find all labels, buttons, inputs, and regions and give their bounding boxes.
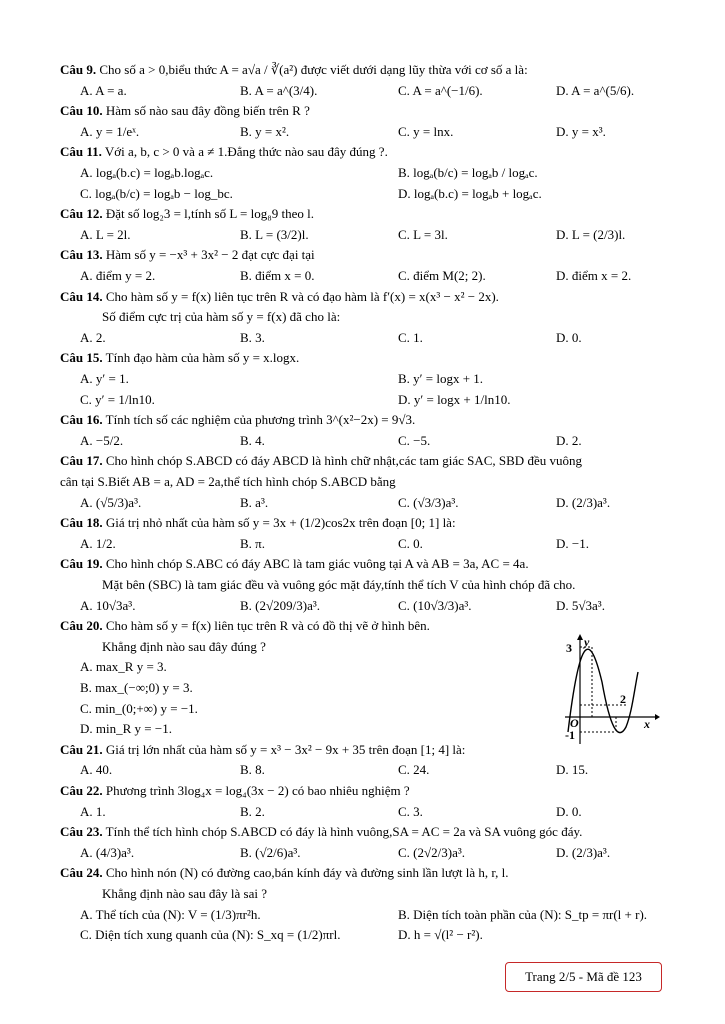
question-stem: [60, 410, 665, 430]
answer-option[interactable]: D. logₐ(b.c) = logₐb + logₐc.: [398, 185, 542, 201]
question-number: Câu 21.: [60, 741, 103, 757]
answer-option[interactable]: D. 0.: [556, 803, 582, 819]
answer-options-row: [60, 225, 665, 245]
answer-option[interactable]: C. (√3/3)a³.: [398, 494, 459, 510]
question-text: Giá trị lớn nhất của hàm số y = x³ − 3x² − 9x + 35 trên đoạn [1; 4] là:: [105, 741, 466, 757]
question-text: Phương trình 3log₄x = log₄(3x − 2) có bao nhiêu nghiệm ?: [105, 783, 410, 798]
answer-option[interactable]: C. −5.: [398, 432, 431, 448]
answer-options-row: [60, 905, 665, 925]
question-continuation: cân tại S.Biết AB = a, AD = 2a,thể tích hình chóp S.ABCD bằng: [60, 474, 396, 489]
question-number: Câu 24.: [60, 865, 103, 881]
answer-option[interactable]: C. (2√2/3)a³.: [398, 844, 465, 860]
question-text: Cho hàm số y = f(x) liên tục trên R và có đạo hàm là f′(x) = x(x³ − x² − 2x).: [105, 288, 499, 304]
answer-option[interactable]: B. 4.: [240, 432, 265, 448]
answer-option[interactable]: B. L = (3/2)l.: [240, 226, 309, 242]
question-stem: [60, 554, 665, 574]
answer-option[interactable]: D. A = a^(5/6).: [556, 82, 635, 98]
question-number: Câu 13.: [60, 247, 103, 263]
answer-option[interactable]: A. −5/2.: [80, 432, 124, 448]
question-stem: [60, 101, 665, 121]
graph-tick-2: 2: [620, 692, 626, 706]
answer-option[interactable]: B. logₐ(b/c) = logₐb / logₐc.: [398, 165, 538, 180]
question-continuation: Mặt bên (SBC) là tam giác đều và vuông góc mặt đáy,tính thể tích V của hình chóp đã cho.: [102, 577, 576, 592]
question-number: Câu 19.: [60, 556, 103, 572]
answer-options-row: [60, 493, 665, 513]
answer-option[interactable]: C. y = lnx.: [398, 123, 454, 139]
question-stem: [60, 60, 665, 80]
answer-option[interactable]: B. π.: [240, 535, 265, 551]
question-continuation: Khẳng định nào sau đây là sai ?: [102, 886, 267, 901]
answer-options-row: [60, 369, 665, 389]
answer-option[interactable]: C. 0.: [398, 535, 423, 551]
answer-option[interactable]: D. 15.: [556, 762, 589, 778]
answer-option[interactable]: D. L = (2/3)l.: [556, 226, 626, 242]
answer-options-row: [60, 925, 665, 945]
answer-option[interactable]: D. −1.: [556, 535, 589, 551]
answer-options-row: [60, 81, 665, 101]
question-stem: [60, 204, 665, 224]
answer-option[interactable]: D. 5√3a³.: [556, 597, 605, 613]
answer-option[interactable]: D. 0.: [556, 329, 582, 345]
question-number: Câu 10.: [60, 103, 103, 119]
question-number: Câu 20.: [60, 618, 103, 634]
page-footer: Trang 2/5 - Mã đề 123: [505, 962, 662, 992]
answer-option[interactable]: A. 1/2.: [80, 535, 116, 551]
answer-option[interactable]: C. (10√3/3)a³.: [398, 597, 472, 613]
question-number: Câu 18.: [60, 515, 103, 531]
answer-option[interactable]: D. 2.: [556, 432, 582, 448]
answer-option[interactable]: C. logₐ(b/c) = logₐb − log_bc.: [80, 185, 233, 201]
answer-option[interactable]: A. (√5/3)a³.: [80, 494, 142, 510]
question-text: Cho hình chóp S.ABC có đáy ABC là tam giác vuông tại A và AB = 3a, AC = 4a.: [105, 556, 529, 572]
answer-option[interactable]: A. logₐ(b.c) = logₐb.logₐc.: [80, 165, 214, 180]
answer-option[interactable]: D. h = √(l² − r²).: [398, 927, 483, 943]
question-continuation: Số điểm cực trị của hàm số y = f(x) đã cho là:: [102, 309, 341, 325]
graph-y-label: y: [584, 635, 590, 649]
answer-options-row: [60, 122, 665, 142]
question-text: Tính đạo hàm của hàm số y = x.logx.: [105, 350, 300, 366]
answer-options-row: [60, 596, 665, 616]
answer-option[interactable]: A. (4/3)a³.: [80, 844, 135, 860]
answer-option[interactable]: A. L = 2l.: [80, 226, 131, 242]
answer-option[interactable]: D. min_R y = −1.: [80, 721, 172, 737]
question-text: Giá trị nhỏ nhất của hàm số y = 3x + (1/2)cos2x trên đoạn [0; 1] là:: [105, 515, 456, 531]
answer-option[interactable]: D. điểm x = 2.: [556, 268, 632, 283]
answer-option[interactable]: B. điểm x = 0.: [240, 268, 315, 283]
answer-options-row: [60, 843, 665, 863]
question-stem: [60, 451, 665, 471]
question-text: Cho hình chóp S.ABCD có đáy ABCD là hình chữ nhật,các tam giác SAC, SBD đều vuông: [105, 453, 582, 469]
question-stem: [60, 287, 665, 307]
answer-option[interactable]: B. 2.: [240, 803, 265, 819]
answer-options-row: [60, 802, 665, 822]
answer-option[interactable]: D. y′ = logx + 1/ln10.: [398, 391, 511, 407]
answer-options-row: [60, 328, 665, 348]
question-number: Câu 14.: [60, 288, 103, 304]
graph-tick-3: 3: [566, 641, 572, 655]
answer-option[interactable]: A. 10√3a³.: [80, 597, 136, 613]
answer-option[interactable]: B. max_(−∞;0) y = 3.: [80, 680, 193, 695]
question-text: Cho hình nón (N) có đường cao,bán kính đáy và đường sinh lần lượt là h, r, l.: [105, 865, 509, 881]
question-continuation: Khẳng định nào sau đây đúng ?: [102, 638, 266, 654]
question-number: Câu 11.: [60, 144, 102, 160]
answer-option[interactable]: C. 1.: [398, 329, 423, 345]
answer-options-row: [60, 390, 665, 410]
question-number: Câu 23.: [60, 824, 103, 840]
question-text: Cho số a > 0,biểu thức A = a√a / ∛(a²) được viết dưới dạng lũy thừa với cơ số a là:: [99, 62, 528, 77]
answer-option[interactable]: A. điểm y = 2.: [80, 268, 156, 283]
answer-option[interactable]: B. 3.: [240, 329, 265, 345]
answer-option[interactable]: B. (2√209/3)a³.: [240, 597, 320, 613]
answer-option[interactable]: A. y = 1/eˣ.: [80, 123, 140, 139]
answer-option[interactable]: B. Diện tích toàn phần của (N): S_tp = πr(l + r).: [398, 906, 648, 922]
answer-option[interactable]: A. max_R y = 3.: [80, 659, 167, 675]
question-number: Câu 17.: [60, 453, 103, 469]
question-stem: [60, 863, 665, 883]
answer-options-row: [60, 184, 665, 204]
answer-options-row: [60, 431, 665, 451]
question-stem: [60, 513, 665, 533]
question-stem: [60, 348, 665, 368]
question-number: Câu 9.: [60, 62, 97, 77]
answer-option[interactable]: C. A = a^(−1/6).: [398, 82, 483, 98]
answer-option[interactable]: C. L = 3l.: [398, 226, 448, 242]
answer-option[interactable]: B. a³.: [240, 494, 269, 510]
question-text: Hàm số nào sau đây đồng biến trên R ?: [105, 103, 310, 119]
answer-options-row: [60, 266, 665, 286]
function-graph: [560, 632, 660, 747]
answer-option[interactable]: C. điểm M(2; 2).: [398, 268, 486, 283]
question-number: Câu 15.: [60, 350, 103, 366]
question-text: Đặt số log₂3 = l,tính số L = log₈9 theo l.: [105, 206, 315, 222]
answer-option[interactable]: D. (2/3)a³.: [556, 844, 611, 860]
answer-option[interactable]: C. min_(0;+∞) y = −1.: [80, 700, 198, 716]
question-text: Hàm số y = −x³ + 3x² − 2 đạt cực đại tại: [105, 247, 315, 263]
answer-option[interactable]: B. (√2/6)a³.: [240, 844, 301, 860]
answer-option[interactable]: C. 3.: [398, 803, 423, 819]
graph-origin-label: O: [570, 716, 579, 730]
answer-option[interactable]: C. y′ = 1/ln10.: [80, 391, 155, 407]
question-number: Câu 12.: [60, 206, 103, 222]
question-number: Câu 16.: [60, 412, 103, 428]
answer-option[interactable]: A. A = a.: [80, 82, 127, 98]
answer-option[interactable]: D. (2/3)a³.: [556, 494, 611, 510]
answer-option[interactable]: C. Diện tích xung quanh của (N): S_xq = (1/2)πrl.: [80, 927, 341, 943]
answer-options-row: [60, 534, 665, 554]
answer-option[interactable]: A. Thể tích của (N): V = (1/3)πr²h.: [80, 906, 261, 922]
question-stem: [60, 245, 665, 265]
answer-option[interactable]: A. 1.: [80, 803, 106, 819]
question-number: Câu 22.: [60, 783, 103, 798]
answer-option[interactable]: A. 2.: [80, 329, 106, 345]
graph-x-label: x: [644, 717, 650, 731]
question-stem: [60, 142, 665, 162]
answer-option[interactable]: B. y = x².: [240, 123, 290, 139]
question-text: Với a, b, c > 0 và a ≠ 1.Đẳng thức nào sau đây đúng ?.: [104, 144, 388, 160]
question-text: Cho hàm số y = f(x) liên tục trên R và có đồ thị vẽ ở hình bên.: [105, 618, 430, 634]
question-stem: [60, 822, 665, 842]
answer-option[interactable]: A. 40.: [80, 762, 113, 778]
answer-option[interactable]: B. y′ = logx + 1.: [398, 371, 484, 386]
graph-tick-minus-1: -1: [565, 728, 575, 742]
answer-options-row: [60, 760, 665, 780]
question-text: Tính tích số các nghiệm của phương trình 3^(x²−2x) = 9√3.: [105, 412, 416, 428]
answer-option[interactable]: C. 24.: [398, 762, 430, 778]
question-text: Tính thể tích hình chóp S.ABCD có đáy là hình vuông,SA = AC = 2a và SA vuông góc đáy.: [105, 824, 583, 840]
answer-option[interactable]: D. y = x³.: [556, 123, 606, 139]
question-stem: [60, 781, 665, 801]
answer-option[interactable]: A. y′ = 1.: [80, 371, 129, 386]
answer-option[interactable]: B. 8.: [240, 762, 265, 778]
answer-option[interactable]: B. A = a^(3/4).: [240, 82, 318, 98]
answer-options-row: [60, 163, 665, 183]
